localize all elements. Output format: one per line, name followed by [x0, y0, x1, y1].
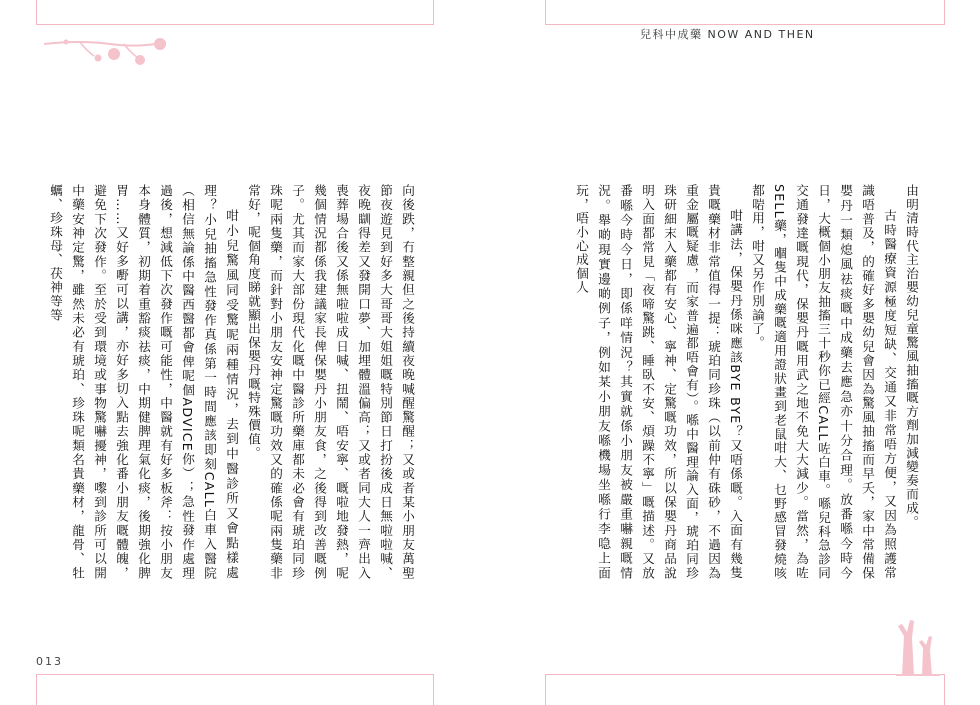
right-page-top-frame: [545, 0, 945, 25]
tree-stump-illustration: [888, 612, 948, 676]
left-page-body: [48, 184, 418, 580]
right-page-body: [572, 184, 922, 580]
page-number: 013: [36, 655, 63, 668]
running-head: 兒科中成藥 NOW AND THEN: [640, 28, 815, 41]
left-paragraph-1: 向後跌，冇整親但之後持續夜晚喊醒驚醒；又或者某小朋友萬聖節夜遊見到好多大哥哥大姐姐嘅特別節日打扮後成日無啦啦喊、夜晚瞓得差又發開口夢、加埋體溫偏高；又或者同大人一齊出入喪葬場合後又係無啦啦成日喊、扭鬧、唔安寧、嘅啦地發熱，呢幾個情況都係我建議家長俾保嬰丹小朋友食，之後得到改善嘅例子。尤其而家大部份現代化嘅中醫診所藥庫都未必會有琥珀同珍珠呢兩隻藥，而針對小朋友安神定驚嘅功效又的確係呢兩隻藥非常好，呢個角度睇就顯出保嬰丹嘅特殊價值。: [246, 184, 415, 580]
left-page-top-frame: [36, 0, 434, 25]
right-page-bottom-frame: [545, 674, 945, 705]
right-paragraph-1: 由明清時代主治嬰幼兒童驚風抽搐嘅方劑加減變奏而成。: [904, 184, 919, 529]
right-paragraph-3: 咁講法，保嬰丹係咪應該BYE BYE？又唔係嘅。入面有幾隻貴嘅藥材非常值得一提：琥珀同珍珠（以前仲有硃砂，不過因為重金屬嘅疑慮，而家普遍都唔會有）。喺中醫理論入面，琥珀同珍珠研細末入藥都有安心、寧神、定驚嘅功效，所以保嬰丹商品說明入面都常見「夜啼驚跳、睡臥不安、煩躁不寧」嘅描述。又放番喺今時今日，即係咩情況？其實就係小朋友被嚴重嚇親嘅情況。舉啲現實邊啲例子，例如某小朋友喺機場坐喺行李喼上面玩，唔小心成個人: [574, 184, 743, 580]
right-paragraph-2: 古時醫療資源極度短缺、交通又非常唔方便，又因為照護常識唔普及，的確好多嬰幼兒會因為驚風抽搐而早夭，家中常備保嬰丹一類熄風祛痰嘅中成藥去應急亦十分合理。放番喺今時今日，大概個小朋友抽搐三十秒你已經CALL咗白車。喺兒科急診同交通發達嘅現代，保嬰丹嘅用武之地不免大大減少。當然，為咗SELL藥，嗰隻中成藥嘅適用證狀畫到老鼠咁大、乜野感冒發燒咳都啱用，咁又另作別論了。: [750, 184, 897, 580]
left-paragraph-2: 咁小兒驚風同受驚呢兩種情況，去到中醫診所又會點樣處理？小兒抽搐急性發作真係第一時間應該即刻CALL白車入醫院（相信無論係中醫西醫都會俾呢個ADVICE你）；急性發作處理過後，想減低下次發作嘅可能性，中醫就有好多板斧：按小朋友本身體質，初期着重豁痰祛痰，中期健脾理氣化痰，後期強化脾胃……又好多嘢可以講，亦好多切入點去強化番小朋友嘅體魄，避免下次發作。至於受到環境或事物驚嚇擾神，嚟到診所可以開中藥安神定驚，雖然未必有琥珀、珍珠呢類名貴藥材，龍骨、牡蠣、珍珠母、茯神等等: [48, 184, 239, 580]
left-page-bottom-frame: [36, 674, 434, 705]
blossom-branch-illustration: [40, 30, 170, 70]
